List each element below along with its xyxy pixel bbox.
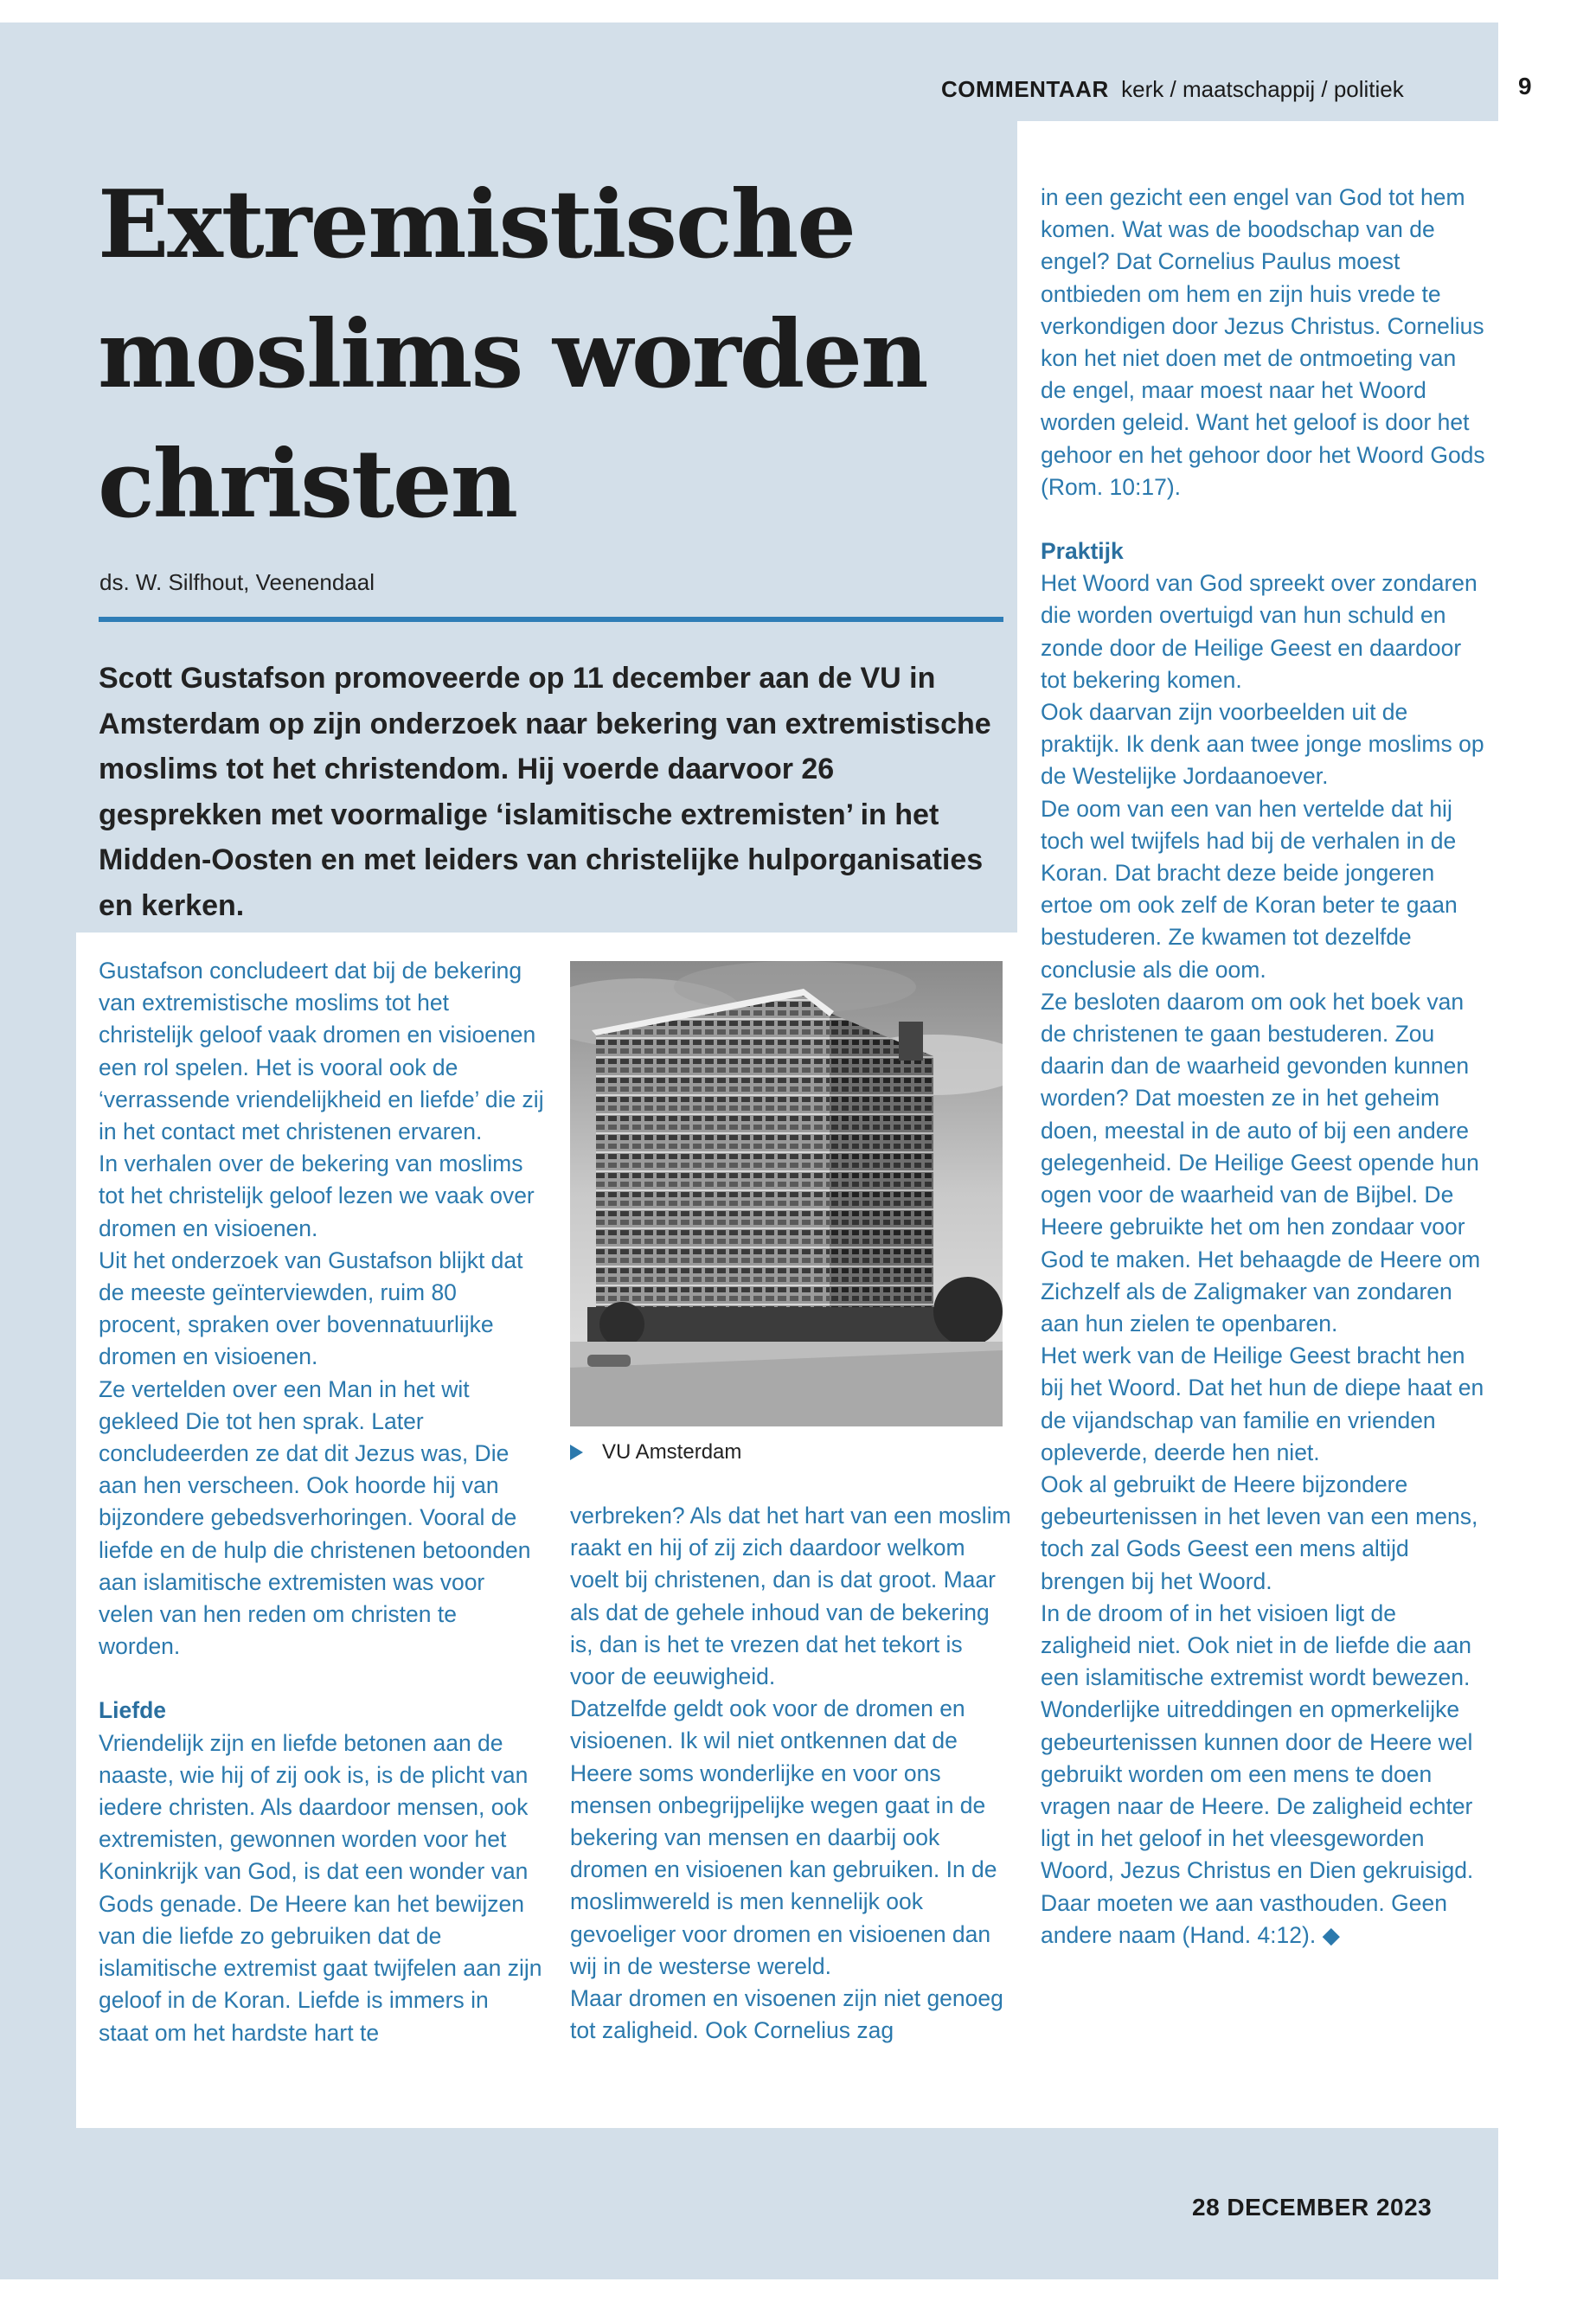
- body-paragraph: Het Woord van God spreekt over zondaren die worden overtuigd van hun schuld en zonde door de Heilige Geest en daardoor tot bekering komen.: [1041, 570, 1477, 693]
- body-paragraph: Vriendelijk zijn en liefde betonen aan de naaste, wie hij of zij ook is, is de plicht van iedere christen. Als daardoor mensen, ook extremisten, gewonnen worden voor het Koninkrijk van God, is dat een wonder van Gods genade. De Heere kan het bewijzen van die liefde zo gebruiken dat de islamitische extremist gaat twijfelen aan zijn geloof in de Koran. Liefde is immers in staat om het hardste hart te: [99, 1729, 542, 2046]
- subheading-praktijk: Praktijk: [1041, 538, 1124, 565]
- body-paragraph: In verhalen over de bekering van moslims tot het christelijk geloof lezen we vaak over dromen en visioenen.: [99, 1150, 535, 1241]
- body-column-1: [99, 955, 544, 2049]
- body-column-3: [1041, 182, 1486, 1952]
- page-number: 9: [1518, 73, 1532, 99]
- body-paragraph: Ze vertelden over een Man in het wit gekleed Die tot hen sprak. Later concludeerden ze dat dit Jezus was, Die aan hen verscheen. Ook hoorde hij van bijzondere gebedsverhoringen. Vooral de liefde en de hulp die christenen betoonden aan islamitische extremisten was voor velen van hen reden om christen te worden.: [99, 1375, 531, 1660]
- article-title: Extremistische moslims worden christen: [98, 170, 927, 539]
- divider-rule: [99, 617, 1003, 622]
- body-paragraph: In de droom of in het visioen ligt de zaligheid niet. Ook niet in de liefde die aan een islamitische extremist wordt bewezen.: [1041, 1599, 1471, 1691]
- page-right-margin: [1498, 0, 1596, 2301]
- building-image: [570, 961, 1003, 1426]
- page-top-margin: [0, 0, 1596, 22]
- body-paragraph: verbreken? Als dat het hart van een moslim raakt en hij of zij zich daardoor welkom voelt bij christenen, dan is dat groot. Maar als dat de gehele inhoud van de bekering is, dan is het te vrezen dat het tekort is voor de eeuwigheid.: [570, 1503, 1011, 1690]
- body-paragraph: Datzelfde geldt ook voor de dromen en visioenen. Ik wil niet ontkennen dat de Heere soms wonderlijke en voor ons mensen onbegrijpelijke wegen gaat in de bekering van mensen en daarbij ook dromen en visioenen kan gebruiken. In de moslimwereld is men kennelijk ook gevoeliger voor dromen en visioenen dan wij in de westerse wereld.: [570, 1695, 997, 1979]
- body-paragraph: Gustafson concludeert dat bij de bekering van extremistische moslims tot het christelijk geloof vaak dromen en visioenen een rol spelen. Het is vooral ook de ‘verrassende vriendelijkheid en liefde’ die zij in het contact met christenen ervaren.: [99, 958, 544, 1145]
- body-paragraph: Ze besloten daarom om ook het boek van de christenen te gaan bestuderen. Zou daarin dan de waarheid gevonden kunnen worden? Dat moesten ze in het geheim doen, meestal in de auto of bij een andere gelegenheid. De Heilige Geest opende hun ogen voor de waarheid van de Bijbel. De Heere gebruikte het om hen zondaar voor God te maken. Het behaagde de Heere om Zichzelf als de Zaligmaker van zondaren aan hun zielen te openbaren.: [1041, 988, 1481, 1336]
- lead-paragraph: Scott Gustafson promoveerde op 11 december aan de VU in Amsterdam op zijn onderzoek naar bekering van extremistische moslims tot het christendom. Hij voerde daarvoor 26 gesprekken met voormalige ‘islamitische extremisten’ in het Midden-Oosten en met leiders van christelijke hulporganisaties en kerken.: [99, 662, 991, 922]
- subheading-liefde: Liefde: [99, 1697, 167, 1724]
- subsection-label: kerk / maatschappij / politiek: [1121, 76, 1404, 102]
- vu-building-photo: [570, 961, 1003, 1426]
- byline: ds. W. Silfhout, Veenendaal: [99, 569, 375, 595]
- caption-text: VU Amsterdam: [602, 1440, 742, 1464]
- body-paragraph: Ook al gebruikt de Heere bijzondere gebeurtenissen in het leven van een mens, toch zal Gods Geest een mens altijd brengen bij het Woord.: [1041, 1471, 1478, 1594]
- body-paragraph: in een gezicht een engel van God tot hem komen. Wat was de boodschap van de engel? Dat Cornelius Paulus moest ontbieden om hem en zijn huis vrede te verkondigen door Jezus Christus. Cornelius kon het niet doen met de ontmoeting van de engel, maar moest naar het Woord worden geleid. Want het geloof is door het gehoor en het gehoor door het Woord Gods (Rom. 10:17).: [1041, 184, 1485, 500]
- issue-date: 28 DECEMBER 2023: [1192, 2194, 1433, 2221]
- caption-arrow-icon: [570, 1445, 583, 1460]
- body-paragraph: Maar dromen en visoenen zijn niet genoeg tot zaligheid. Ook Cornelius zag: [570, 1985, 1003, 2044]
- body-paragraph: [1041, 1694, 1486, 1952]
- photo-caption: [570, 1440, 741, 1465]
- body-paragraph: Uit het onderzoek van Gustafson blijkt dat de meeste geïnterviewden, ruim 80 procent, spraken over bovennatuurlijke dromen en visioenen.: [99, 1247, 523, 1370]
- running-header: [941, 76, 1404, 103]
- body-paragraph: Het werk van de Heilige Geest bracht hen bij het Woord. Dat het hun de diepe haat en de vijandschap van familie en vrienden opleverde, deerde hen niet.: [1041, 1343, 1484, 1465]
- end-mark-icon: ◆: [1322, 1921, 1340, 1948]
- body-paragraph: Ook daarvan zijn voorbeelden uit de praktijk. Ik denk aan twee jonge moslims op de Westelijke Jordaanoever.: [1041, 699, 1484, 790]
- body-column-2: [570, 1500, 1011, 2047]
- page-bottom-margin: [0, 2279, 1596, 2301]
- body-paragraph: De oom van een van hen vertelde dat hij toch wel twijfels had bij de verhalen in de Koran. Dat bracht deze beide jongeren ertoe om ook zelf de Koran beter te gaan bestuderen. Ze kwamen tot dezelfde conclusie als die oom.: [1041, 795, 1458, 983]
- section-label: COMMENTAAR: [941, 76, 1109, 102]
- closing-text: Wonderlijke uitreddingen en opmerkelijke gebeurtenissen kunnen door de Heere wel gebruikt worden om een mens te doen vragen naar de Heere. De zaligheid echter ligt in het geloof in het vleesgeworden Woord, Jezus Christus en Dien gekruisigd. Daar moeten we aan vasthouden. Geen andere naam (Hand. 4:12).: [1041, 1696, 1474, 1948]
